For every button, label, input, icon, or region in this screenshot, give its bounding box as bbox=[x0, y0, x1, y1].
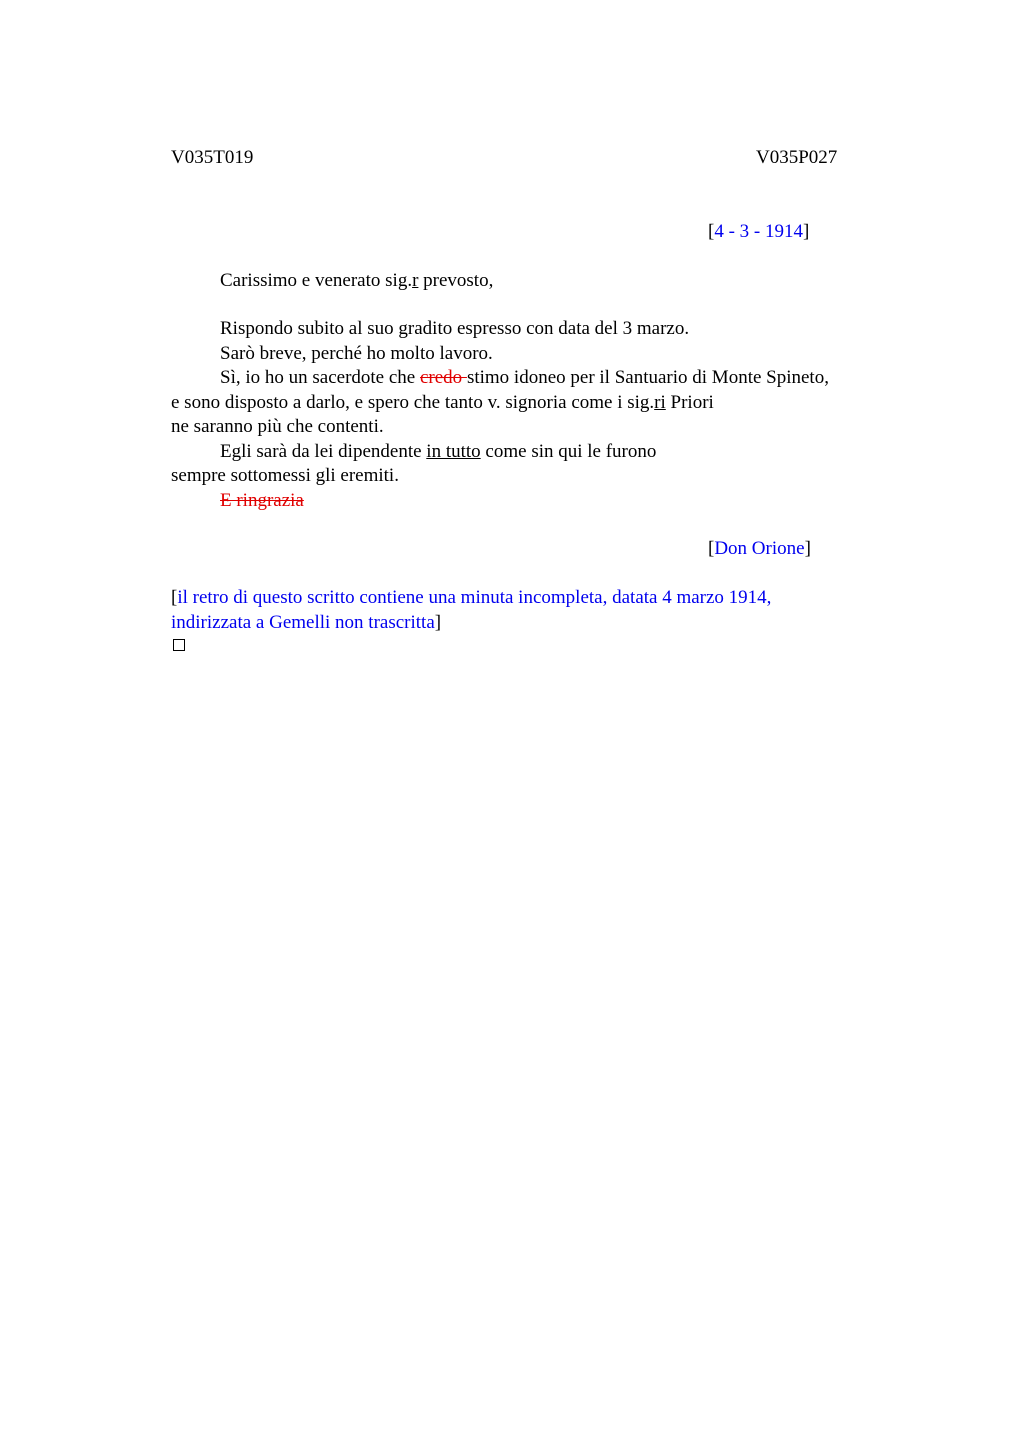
editor-note-line-1 bbox=[171, 587, 771, 609]
signature-name: Don Orione bbox=[714, 538, 805, 559]
body-line-7: sempre sottomessi gli eremiti. bbox=[171, 465, 399, 486]
deleted-line: E ringrazia bbox=[220, 490, 304, 511]
body-line-6 bbox=[220, 441, 656, 463]
body-line-4 bbox=[171, 392, 714, 414]
empty-box-glyph-icon bbox=[173, 639, 185, 651]
signature bbox=[708, 538, 811, 560]
bracket-close: ] bbox=[434, 612, 442, 633]
letter-date bbox=[708, 221, 809, 243]
editor-note-line-2 bbox=[171, 612, 441, 634]
superscript-abbreviation: ri bbox=[654, 392, 666, 413]
body-text: stimo idoneo per il Santuario di Monte Spineto, bbox=[466, 367, 829, 388]
body-line-5: ne saranno più che contenti. bbox=[171, 416, 384, 437]
bracket-close: ] bbox=[804, 538, 811, 559]
bracket-open: [ bbox=[171, 587, 178, 608]
greeting-text-end: prevosto, bbox=[418, 270, 494, 291]
document-code-left: V035T019 bbox=[171, 147, 254, 168]
body-line-1: Rispondo subito al suo gradito espresso con data del 3 marzo. bbox=[220, 318, 690, 339]
bracket-close: ] bbox=[802, 221, 810, 242]
greeting-superscript: r bbox=[412, 270, 419, 291]
body-text: come sin qui le furono bbox=[480, 441, 657, 462]
body-text: e sono disposto a darlo, e spero che tanto v. signoria come i sig. bbox=[171, 392, 655, 413]
deleted-word: credo bbox=[419, 367, 467, 388]
body-text: Sì, io ho un sacerdote che bbox=[220, 367, 420, 388]
document-code-right: V035P027 bbox=[756, 147, 838, 168]
underlined-phrase: in tutto bbox=[426, 441, 481, 462]
body-line-3 bbox=[220, 367, 829, 389]
body-line-2: Sarò breve, perché ho molto lavoro. bbox=[220, 343, 493, 364]
body-text: Egli sarà da lei dipendente bbox=[220, 441, 427, 462]
note-text: indirizzata a Gemelli non trascritta bbox=[171, 612, 435, 633]
greeting-text: Carissimo e venerato sig. bbox=[220, 270, 413, 291]
date-text: 4 - 3 - 1914 bbox=[714, 221, 803, 242]
greeting bbox=[220, 270, 493, 292]
bracket-open: [ bbox=[708, 221, 715, 242]
body-text: Priori bbox=[665, 392, 714, 413]
bracket-open: [ bbox=[708, 538, 715, 559]
note-text: il retro di questo scritto contiene una minuta incompleta, datata 4 marzo 1914, bbox=[177, 587, 772, 608]
